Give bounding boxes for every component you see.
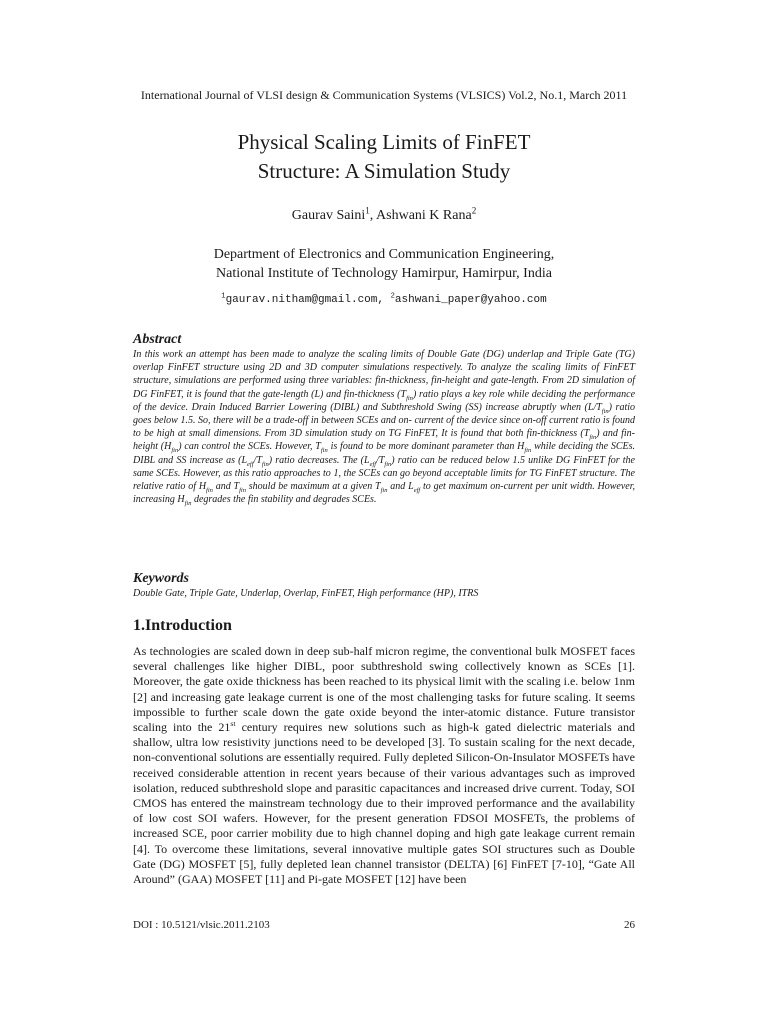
author-2-marker: 2 xyxy=(471,205,477,216)
email-1: gaurav.nitham@gmail.com, xyxy=(225,294,391,306)
author-2: Ashwani K Rana xyxy=(376,208,472,223)
page-number: 26 xyxy=(624,919,635,931)
email-list xyxy=(0,294,768,306)
affiliation-line-1: Department of Electronics and Communication Engineering, xyxy=(213,247,555,262)
author-1: Gaurav Saini xyxy=(291,208,366,223)
email-1-marker: 1 xyxy=(221,292,226,301)
abstract-heading: Abstract xyxy=(133,332,182,347)
introduction-text: As technologies are scaled down in deep sub-half micron regime, the conventional bulk MOSFET faces several challenges like higher DIBL, poor subthreshold swing collectively known as SCEs [1]. Moreover, the gate oxide thickness has been reached to its physical limit with the scaling i.e. below 1nm [2] and increasing gate leakage current is one of the most challenging tasks for future scaling. It seems impossible to further scale down the gate oxide beyond the inter-atomic distance. Future transistor scaling into the 21st century requires new solutions such as high-k gated dielectric materials and shallow, ultra low resistivity junctions need to be developed [3]. To sustain scaling for the next decade, non-conventional solutions are essentially required. Fully depleted Silicon-On-Insulator MOSFETs have received considerable attention in recent years because of their various advantages such as improved isolation, reduced subthreshold slope and parasitic capacitances and increased drive current. Today, SOI CMOS has entered the mainstream technology due to their improved performance and the availability of low cost SOI wafers. However, for the present generation FDSOI MOSFETs, the problems of increased SCE, poor carrier mobility due to high channel doping and high gate leakage current remain [4]. To overcome these limitations, several innovative multiple gates SOI structures such as Double Gate (DG) MOSFET [5], fully depleted lean channel transistor (DELTA) [6] FinFET [7-10], “Gate All Around” (GAA) MOSFET [11] and Pi-gate MOSFET [12] have been xyxy=(133,644,635,887)
title-line-2: Structure: A Simulation Study xyxy=(257,159,511,183)
journal-header: International Journal of VLSI design & Communication Systems (VLSICS) Vol.2, No.1, March 2011 xyxy=(140,88,628,102)
footer-doi: DOI : 10.5121/vlsic.2011.2103 xyxy=(133,919,270,931)
author-1-marker: 1 xyxy=(365,205,370,216)
affiliation-line-2: National Institute of Technology Hamirpur, Hamirpur, India xyxy=(216,266,552,281)
affiliation xyxy=(0,245,768,283)
keywords-heading: Keywords xyxy=(133,571,189,586)
author-separator: , xyxy=(369,208,377,223)
author-list xyxy=(0,205,768,224)
introduction-heading: 1.Introduction xyxy=(133,617,232,634)
email-2-marker: 2 xyxy=(390,292,395,301)
paper-title xyxy=(0,128,768,186)
title-line-1: Physical Scaling Limits of FinFET xyxy=(237,130,531,154)
keywords-text: Double Gate, Triple Gate, Underlap, Overlap, FinFET, High performance (HP), ITRS xyxy=(133,588,479,599)
email-2: ashwani_paper@yahoo.com xyxy=(394,294,547,306)
abstract-text: In this work an attempt has been made to analyze the scaling limits of Double Gate (DG) underlap and Triple Gate (TG) overlap FinFET structure using 2D and 3D computer simulations respectively. To analyze the scaling limits of FinFET structure, simulations are performed using three variables: fin-thickness, fin-height and gate-length. From 2D simulation of DG FinFET, it is found that the gate-length (L) and fin-thickness $(T_{fin})$ ratio plays a key role while deciding the performance of the device. Drain Induced Barrier Lowering (DIBL) and Subthreshold Swing (SS) increase abruptly when $(L/T_{fin})$ ratio goes below 1.5. So, there will be a trade-off in between SCEs and on- current of the device since on-off current ratio is found to be high at small dimensions. From 3D simulation study on TG FinFET, It is found that both fin-thickness $(T_{fin})$ and fin-height $(H_{fin})$ can control the SCEs. However, $T_{fin}$ is found to be more dominant parameter than $H_{fin}$ while deciding the SCEs. DIBL and SS increase as $(L_{eff}/T_{fin})$ ratio decreases. The $(L_{eff}/T_{fin})$ ratio can be reduced below 1.5 unlike DG FinFET for the same SCEs. However, as this ratio approaches to 1, the SCEs can go beyond acceptable limits for TG FinFET structure. The relative ratio of $H_{fin}$ and $T_{fin}$ should be maximum at a given $T_{fin}$ and $L_{eff}$ to get maximum on-current per unit width. However, increasing $H_{fin}$ degrades the fin stability and degrades SCEs. xyxy=(133,349,636,508)
